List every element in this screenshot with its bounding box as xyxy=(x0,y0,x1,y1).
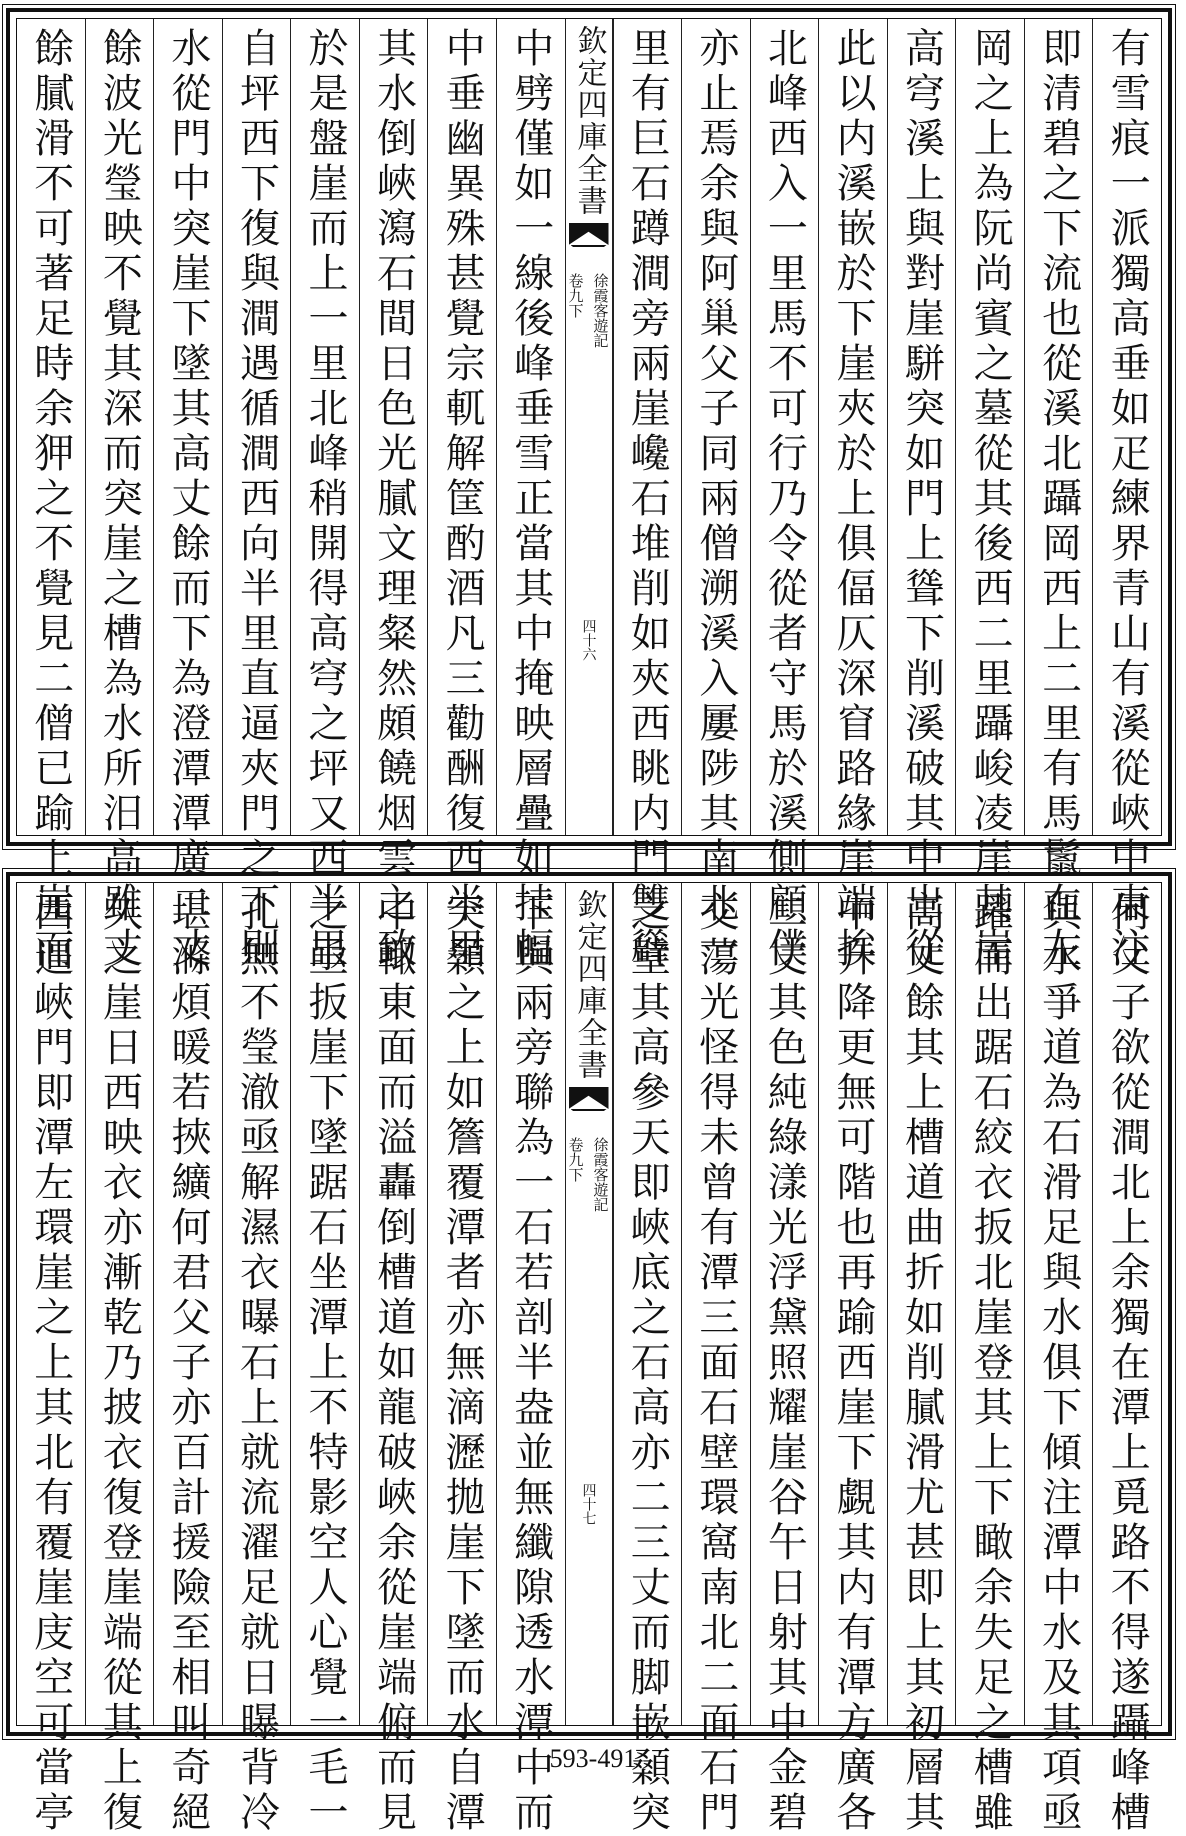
book-info xyxy=(566,273,612,348)
text-column xyxy=(887,19,956,972)
column-text: 與水爭道為石滑足與水俱下傾注潭中水及其項亟 xyxy=(1035,891,1082,1836)
center-fold xyxy=(565,19,613,835)
column-text: 躍而出踞石絞衣扳北崖登其上下瞰余失足之槽雖 xyxy=(967,891,1014,1836)
column-text: 下與兩旁聯為一石若剖半盎並無纖隙透水潭中而 xyxy=(507,891,554,1836)
text-column xyxy=(1092,883,1161,1836)
text-column xyxy=(1092,19,1161,972)
column-text: 高丈餘其上槽道曲折如削膩滑尤甚即上其初層其 xyxy=(898,891,945,1836)
text-column xyxy=(750,883,819,1836)
column-text: 餘膩滑不可著足時余狎之不覺見二僧已踰上崖而 xyxy=(27,27,74,972)
column-text: 高穹溪上與對崖駢突如門上聳下削溪破其中出從 xyxy=(898,27,945,972)
column-text: 堪滌煩暖若挾纊何君父子亦百計援險至相叫奇絕 xyxy=(164,891,211,1836)
column-text: 即清碧之下流也從溪北躡岡西上二里有馬鬛在左 xyxy=(1035,27,1082,972)
fish-tail-mark-icon xyxy=(569,223,609,263)
upper-page xyxy=(6,8,1172,972)
text-column xyxy=(222,883,291,1836)
column-text: 水從門中突崖下墜其高丈餘而下為澄潭潭廣二丈 xyxy=(164,27,211,972)
library-title: 欽定四庫全書 xyxy=(571,889,607,1081)
text-column xyxy=(496,19,565,972)
column-text: 里有巨石蹲澗旁兩崖巉石堆削如夾西眺内門雙聳 xyxy=(624,27,671,972)
text-column xyxy=(955,883,1024,1836)
column-text: 自坪西下復與澗遇循澗西向半里直逼夾門之下則 xyxy=(233,27,280,972)
text-column xyxy=(153,19,222,972)
column-text: 中升降更無可階也再踰西崖下覷其内有潭方廣各 xyxy=(829,891,876,1836)
text-column xyxy=(17,19,85,972)
column-text: 西逼峽門即潭左環崖之上其北有覆崖庋空可當亭 xyxy=(27,891,74,1836)
column-text: 餘波光瑩映不覺其深而突崖之槽為水所汨高雖丈 xyxy=(96,27,143,972)
column-text: 其水倒峽瀉石間日色光膩文理粲然頗饒烟雲之致 xyxy=(370,27,417,972)
column-text: 岡之上為阮尚賓之墓從其後西二里躡峻凌崖其崖 xyxy=(967,27,1014,972)
library-title: 欽定四庫全書 xyxy=(571,25,607,217)
text-column xyxy=(681,19,750,972)
center-fold xyxy=(565,883,613,1725)
text-column xyxy=(818,883,887,1836)
text-column xyxy=(1024,19,1093,972)
text-column xyxy=(290,883,359,1836)
column-text: 孔無不瑩澈亟解濕衣曝石上就流濯足就日曝背冷 xyxy=(233,891,280,1836)
text-column xyxy=(1024,883,1093,1836)
column-text: 久之崖日西映衣亦漸乾乃披衣復登崖端從其上復 xyxy=(96,891,143,1836)
column-text: 中劈僅如一線後峰垂雪正當其中掩映層疊如挂幅 xyxy=(507,27,554,972)
text-column xyxy=(887,883,956,1836)
column-text: 何父子欲從澗北上余獨在潭上覓路不得遂躡峰槽 xyxy=(1104,891,1151,1836)
folio-number: 四十六 xyxy=(580,619,597,661)
column-text: 突顙之上如簷覆潭者亦無滴瀝拋崖下墜而水自潭 xyxy=(439,891,486,1836)
text-column xyxy=(750,19,819,972)
column-text: 之壁其高參天即峽底之石高亦二三丈而脚嵌顙突 xyxy=(624,891,671,1836)
fish-tail-mark-icon xyxy=(569,1087,609,1127)
page-reference-number: 593-491 xyxy=(549,1744,637,1773)
book-title: 徐霞客遊記 xyxy=(591,273,610,348)
text-column xyxy=(290,19,359,972)
volume-label: 卷九下 xyxy=(566,1137,585,1182)
column-text: 中垂幽異殊甚覺宗軏解筐酌酒凡三勸酬復西半里 xyxy=(439,27,486,972)
volume-label: 卷九下 xyxy=(566,273,585,318)
column-text: 北峰西入一里馬不可行乃令從者守馬於溪側顧僕 xyxy=(761,27,808,972)
folio-number: 四十七 xyxy=(580,1483,597,1525)
text-column xyxy=(613,883,682,1836)
column-text: 交蕩光怪得未曾有潭三面石壁環窩南北二面石門 xyxy=(692,891,739,1836)
text-column xyxy=(359,883,428,1836)
column-text: 亦止焉余與阿巢父子同兩僧溯溪入屢陟其南北一 xyxy=(692,27,739,972)
text-column xyxy=(85,19,154,972)
book-info xyxy=(566,1137,612,1212)
column-text: 有雪痕一派獨高垂如疋練界青山有溪從峽中東注 xyxy=(1104,27,1151,972)
text-column xyxy=(427,883,496,1836)
column-text: 於是盤崖而上一里北峰稍開得高穹之坪又西半里 xyxy=(302,27,349,972)
text-column xyxy=(359,19,428,972)
column-text: 二丈其色純綠漾光浮黛照耀崖谷午日射其中金碧 xyxy=(761,891,808,1836)
text-column xyxy=(613,19,682,972)
text-column xyxy=(427,19,496,972)
text-column xyxy=(153,883,222,1836)
text-column xyxy=(17,883,85,1836)
text-column xyxy=(681,883,750,1836)
column-text: 中輙東面而溢轟倒槽道如龍破峽余從崖端俯而見 xyxy=(370,891,417,1836)
text-column xyxy=(85,883,154,1836)
upper-page-frame xyxy=(16,18,1162,972)
text-column xyxy=(955,19,1024,972)
column-text: 此以内溪嵌於下崖夾於上俱偪仄深窅路緣崖端挨 xyxy=(829,27,876,972)
text-column xyxy=(818,19,887,972)
text-column xyxy=(496,883,565,1836)
column-text: 之亟扳崖下墜踞石坐潭上不特影空人心覺一毛一 xyxy=(302,891,349,1836)
book-title: 徐霞客遊記 xyxy=(591,1137,610,1212)
text-column xyxy=(222,19,291,972)
